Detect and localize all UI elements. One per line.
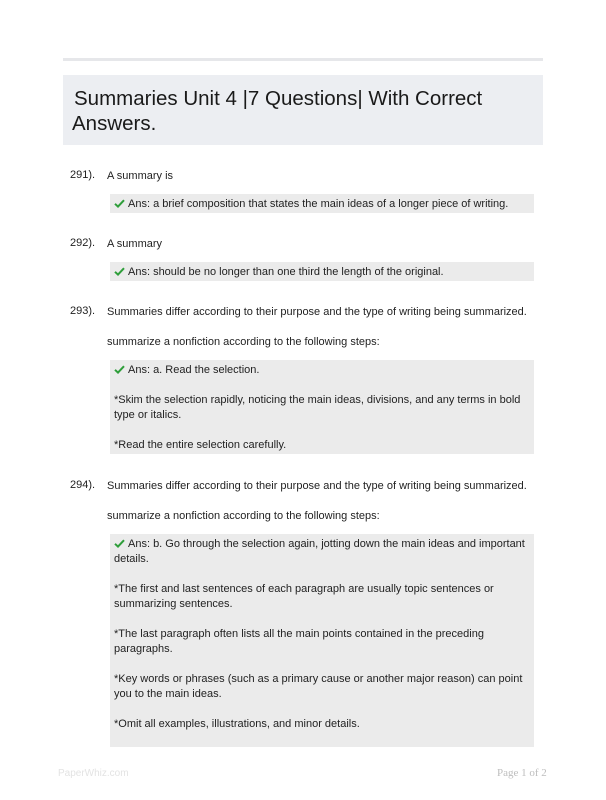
answer-note: *The first and last sentences of each paragraph are usually topic sentences or summarizing sentences. — [114, 583, 494, 610]
question-number: 291). — [70, 169, 96, 181]
answer-text: Ans: should be no longer than one third the length of the original. — [128, 266, 444, 278]
question-number: 293). — [70, 305, 96, 317]
question-text: A summary — [107, 238, 163, 250]
answer-box — [110, 262, 534, 281]
answer-text: Ans: a. Read the selection. — [128, 364, 260, 376]
answer-box — [110, 360, 534, 454]
watermark: PaperWhiz.com — [58, 768, 129, 779]
page-title-line-2: Answers. — [72, 112, 157, 135]
answer-line — [114, 363, 530, 378]
question-text: A summary is — [107, 170, 174, 182]
page-indicator: Page 1 of 2 — [497, 767, 547, 779]
check-icon — [114, 539, 125, 548]
answer-note: *The last paragraph often lists all the main points contained in the preceding paragraphs. — [114, 628, 484, 655]
check-icon — [114, 199, 125, 208]
top-divider — [63, 58, 543, 61]
check-icon — [114, 365, 125, 374]
answer-note: *Omit all examples, illustrations, and minor details. — [114, 718, 360, 730]
question-text: Summaries differ according to their purpose and the type of writing being summarized. — [107, 306, 527, 318]
answer-note: *Key words or phrases (such as a primary cause or another major reason) can point you to the main ideas. — [114, 673, 523, 700]
page-title — [72, 86, 533, 136]
answer-note: *Skim the selection rapidly, noticing the main ideas, divisions, and any terms in bold type or italics. — [114, 394, 521, 421]
answer-text: Ans: a brief composition that states the main ideas of a longer piece of writing. — [128, 198, 509, 210]
answer-text: Ans: b. Go through the selection again, jotting down the main ideas and important details. — [114, 538, 525, 565]
answer-line — [114, 537, 530, 567]
answer-line — [114, 265, 530, 280]
question-subtext: summarize a nonfiction according to the following steps: — [107, 336, 380, 348]
answer-line — [114, 197, 530, 212]
title-banner — [63, 75, 543, 145]
question-number: 292). — [70, 237, 96, 249]
answer-box — [110, 194, 534, 213]
check-icon — [114, 267, 125, 276]
answer-note: *Read the entire selection carefully. — [114, 439, 287, 451]
question-number: 294). — [70, 479, 96, 491]
answer-box — [110, 534, 534, 747]
page-title-line-1: Summaries Unit 4 |7 Questions| With Correct — [74, 87, 483, 110]
question-subtext: summarize a nonfiction according to the following steps: — [107, 510, 380, 522]
question-text: Summaries differ according to their purpose and the type of writing being summarized. — [107, 480, 527, 492]
